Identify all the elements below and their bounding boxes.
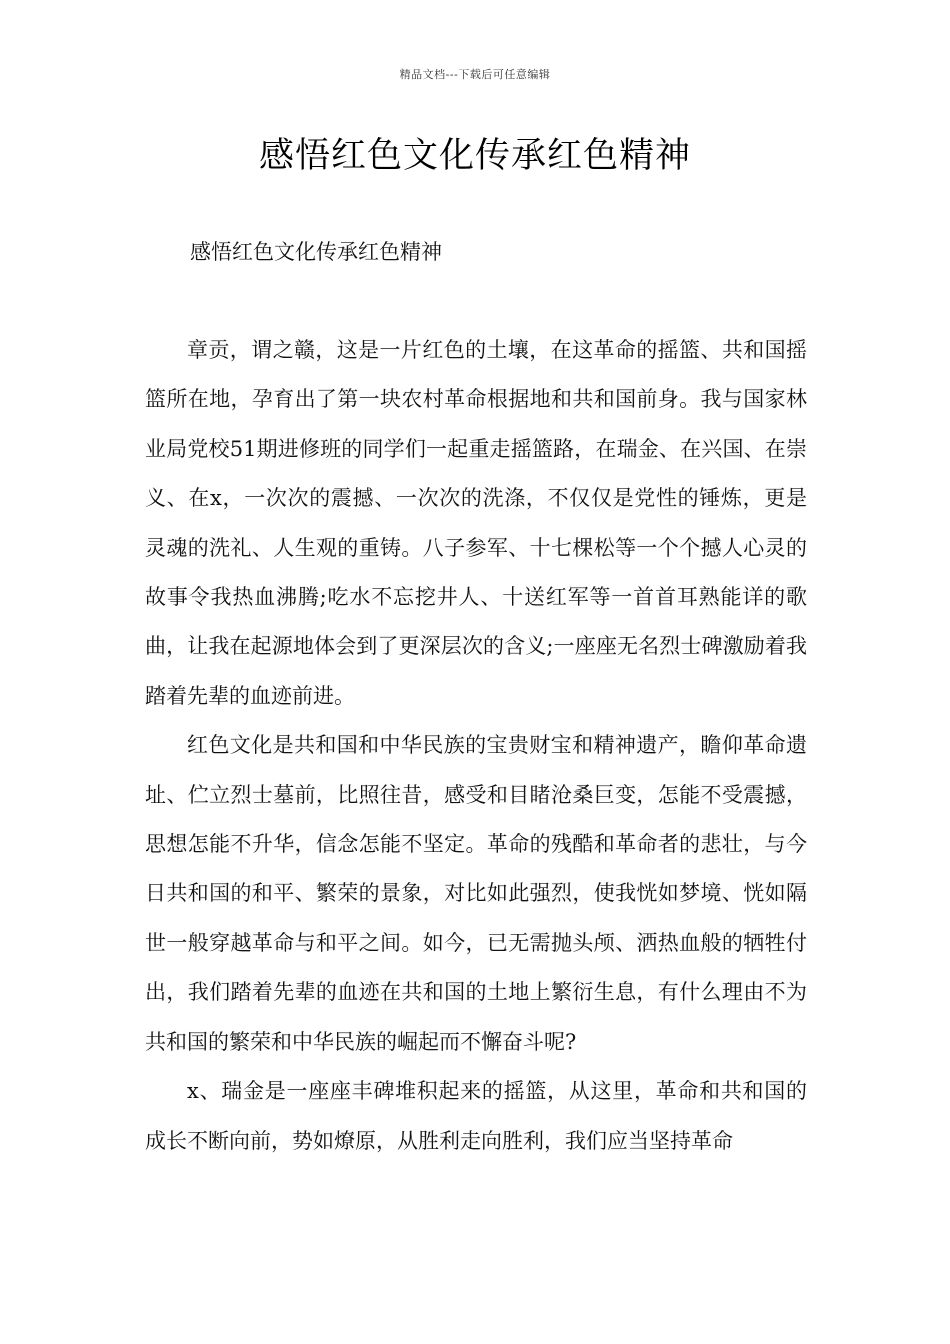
document-subtitle: 感悟红色文化传承红色精神 [190, 240, 442, 264]
document-title: 感悟红色文化传承红色精神 [258, 136, 691, 176]
page-header-note: 精品文档---下载后可任意编辑 [399, 68, 551, 81]
paragraph: x、瑞金是一座座丰碑堆积起来的摇篮，从这里，革命和共和国的成长不断向前，势如燎原，从胜利走向胜利，我们应当坚持革命 [145, 1079, 807, 1153]
document-body [145, 326, 807, 1166]
paragraph: 红色文化是共和国和中华民族的宝贵财宝和精神遗产，瞻仰革命遗址、伫立烈士墓前，比照往昔，感受和目睹沧桑巨变，怎能不受震撼，思想怎能不升华，信念怎能不坚定。革命的残酷和革命者的悲壮，与今日共和国的和平、繁荣的景象，对比如此强烈，使我恍如梦境、恍如隔世一般穿越革命与和平之间。如今，已无需抛头颅、洒热血般的牺牲付出，我们踏着先辈的血迹在共和国的土地上繁衍生息，有什么理由不为共和国的繁荣和中华民族的崛起而不懈奋斗呢? [145, 733, 807, 1054]
paragraph: 章贡，谓之赣，这是一片红色的土壤，在这革命的摇篮、共和国摇篮所在地，孕育出了第一块农村革命根据地和共和国前身。我与国家林业局党校51期进修班的同学们一起重走摇篮路，在瑞金、在兴国、在崇义、在x，一次次的震撼、一次次的洗涤，不仅仅是党性的锤炼，更是灵魂的洗礼、人生观的重铸。八子参军、十七棵松等一个个撼人心灵的故事令我热血沸腾;吃水不忘挖井人、十送红军等一首首耳熟能详的歌曲，让我在起源地体会到了更深层次的含义;一座座无名烈士碑激励着我踏着先辈的血迹前进。 [145, 338, 807, 708]
